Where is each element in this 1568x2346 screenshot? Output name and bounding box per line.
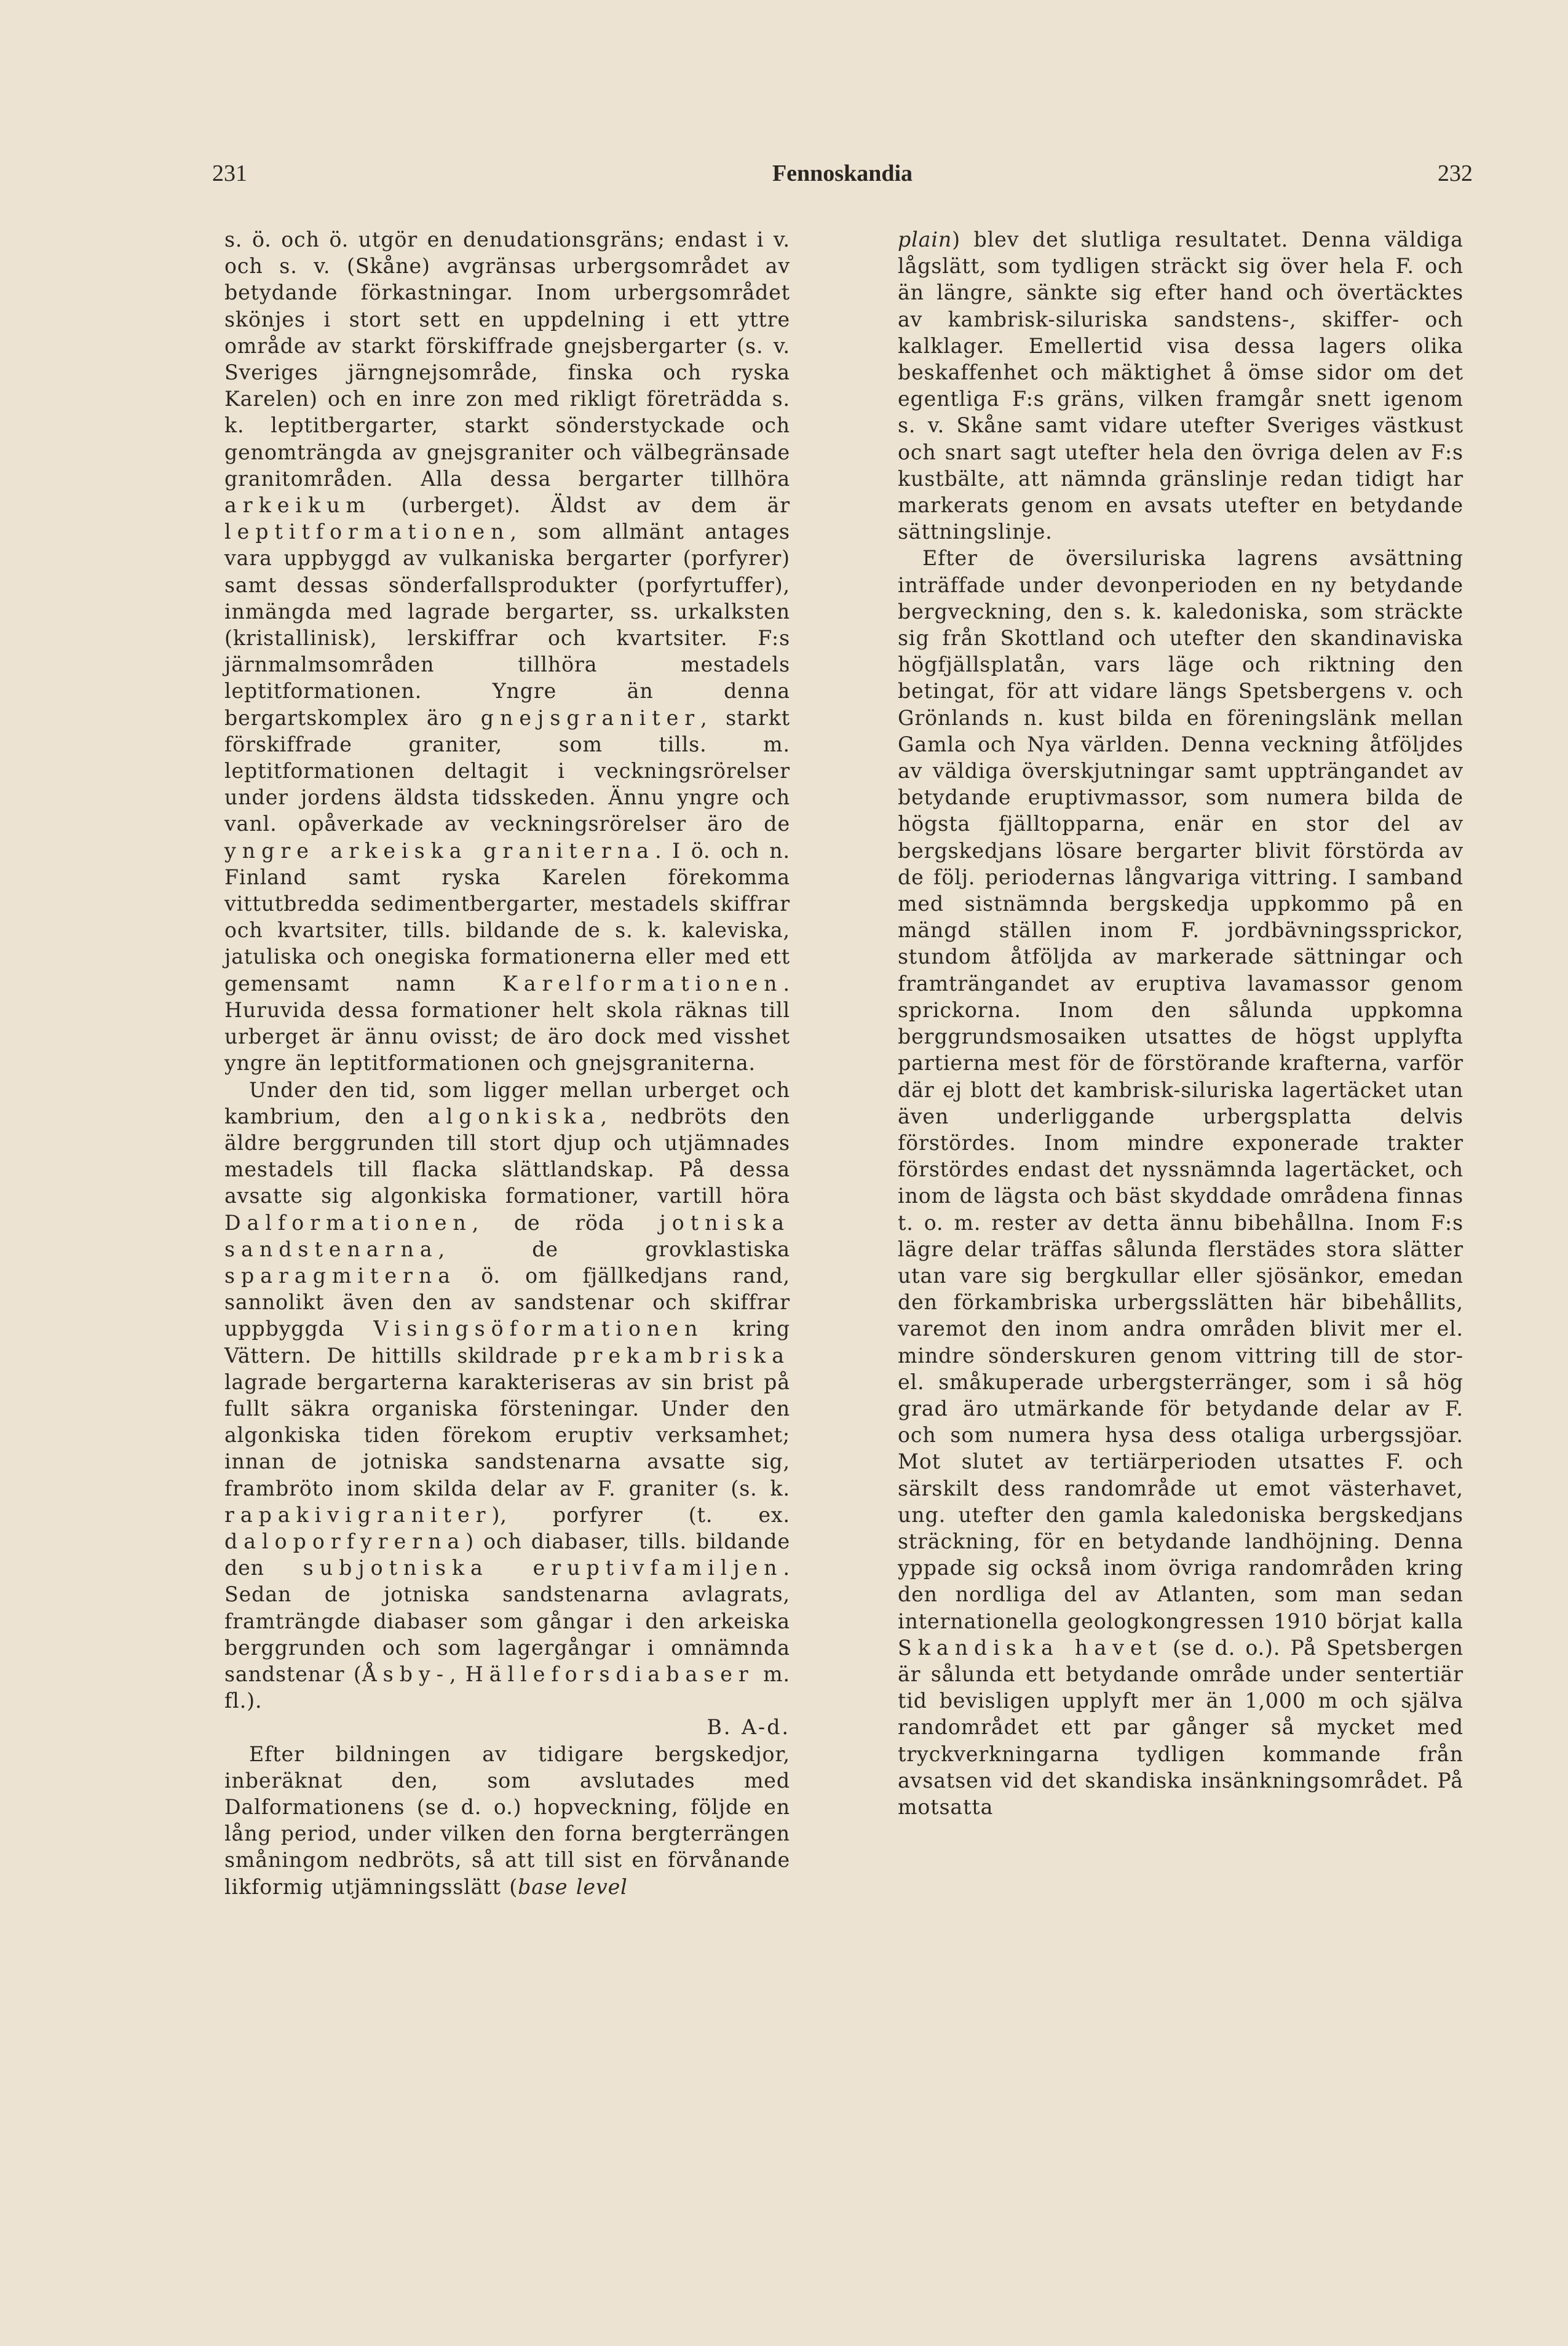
- spaced-term: arkeikum: [224, 493, 371, 518]
- left-paragraph-3: Efter bildningen av tidigare bergskedjor, inberäknat den, som avslutades med Dalformationens (se d. o.) hopveckning, följde en lång period, under vilken den forna bergterrängen småningom nedbröts, så att till sist en förvånande likformig utjämningsslätt (base level: [224, 1742, 790, 1899]
- spaced-term: algonkiska: [427, 1104, 601, 1128]
- spaced-term: Åsby-: [362, 1662, 449, 1686]
- page-number-right: 232: [1438, 160, 1473, 186]
- left-column: [224, 226, 790, 1900]
- spaced-term: daloporfyrerna: [224, 1529, 466, 1553]
- spaced-term: Skandiska havet: [898, 1635, 1163, 1660]
- author-signature: B. A-d.: [707, 1715, 790, 1740]
- right-paragraph-2: Efter de översiluriska lagrens avsättning inträffade under devonperioden en ny betydande bergveckning, den s. k. kaledoniska, som sträckte sig från Skottland och utefter den skandinaviska högfjällsplatån, vars läge och riktning den betingat, för att vidare längs Spetsbergens v. och Grönlands n. kust bilda en föreningslänk mellan Gamla och Nya världen. Denna veckning åtföljdes av väldiga överskjutningar samt uppträngandet av betydande eruptivmassor, som numera bilda de högsta fjälltopparna, enär en stor del av bergskedjans lösare bergarter blivit förstörda av de följ. periodernas långvariga vittring. I samband med sistnämnda bergskedja uppkommo på en mängd ställen inom F. jordbävningssprickor, stundom åtföljda av markerade sättningar och framträngandet av eruptiva lavamassor genom sprickorna. Inom den sålunda uppkomna berggrundsmosaiken utsattes de högst upplyfta partierna mest för de förstörande krafterna, varför där ej blott det kambrisk-siluriska lagertäcket utan även underliggande urbergsplatta delvis förstördes. Inom mindre exponerade trakter förstördes endast det nyssnämnda lagertäcket, och inom de lägsta och bäst skyddade områdena finnas t. o. m. rester av detta ännu bibehållna. Inom F:s lägre delar träffas sålunda flerstädes stora slätter utan vare sig bergkullar eller sjösänkor, emedan den förkambriska urbergsslätten här bibehållits, varemot den inom andra områden blivit mer el. mindre sönderskuren genom vittring till de stor- el. småkuperade urbergsterränger, som i så hög grad äro utmärkande för betydande delar av F. och som numera hysa dess otaliga urbergssjöar. Mot slutet av tertiärperioden utsattes F. och särskilt dess randområde ut emot västerhavet, ung. utefter den gamla kaledoniska bergskedjans sträckning, för en betydande landhöjning. Denna yppade sig också inom övriga randområden kring den nordliga del av Atlanten, som man sedan internationella geologkongressen 1910 börjat kalla Skandiska havet (se d. o.). På Spetsbergen är sålunda ett betydande område under sentertiär tid bevisligen upplyft mer än 1,000 m och själva randområdet ett par gånger så mycket med tryckverkningarna tydligen kommande från avsatsen vid det skandiska insänkningsområdet. På motsatta: [898, 546, 1463, 1819]
- right-column: [898, 226, 1463, 1820]
- spaced-term: Hälleforsdiabaser: [465, 1662, 754, 1686]
- spaced-term: rapakivigraniter: [224, 1502, 492, 1527]
- spaced-term: Dalformationen: [224, 1210, 472, 1235]
- spaced-term: subjotniska eruptivfamiljen: [303, 1556, 783, 1580]
- page-header: [212, 160, 1473, 203]
- spaced-term: sparagmiterna: [224, 1263, 457, 1288]
- spaced-term: leptitformationen: [224, 520, 510, 544]
- italic-term: plain: [898, 228, 952, 252]
- spaced-term: jotniska sandstenarna: [224, 1210, 790, 1261]
- right-paragraph-1: plain) blev det slutliga resultatet. Denna väldiga lågslätt, som tydligen sträckt sig över hela F. och än längre, sänkte sig efter hand och övertäcktes av kambrisk-siluriska sandstens-, skiffer- och kalklager. Emellertid visa dessa lagers olika beskaffenhet och mäktighet å ömse sidor om det egentliga F:s gräns, vilken framgår snett igenom s. v. Skåne samt vidare utefter Sveriges västkust och snart sagt utefter hela den övriga delen av F:s kustbälte, att nämnda gränslinje redan tidigt har markerats genom en avsats utefter en betydande sättningslinje.: [898, 228, 1463, 544]
- italic-term: base level: [518, 1874, 628, 1899]
- running-title: Fennoskandia: [772, 160, 913, 186]
- spaced-term: prekambriska: [573, 1343, 790, 1368]
- page-number-left: 231: [212, 160, 247, 186]
- spaced-term: Karelformationen: [502, 971, 783, 996]
- spaced-term: gnejsgraniter: [480, 705, 701, 730]
- spaced-term: Visingsöformationen: [373, 1317, 704, 1341]
- left-paragraph-1: s. ö. och ö. utgör en denudationsgräns; endast i v. och s. v. (Skåne) avgränsas urbergsområdet av betydande förkastningar. Inom urbergsområdet skönjes i stort sett en uppdelning i ett yttre område av starkt förskiffrade gnejsbergarter (s. v. Sveriges järngnejsområde, finska och ryska Karelen) och en inre zon med rikligt företrädda s. k. leptitbergarter, starkt sönderstyckade och genomträngda av gnejsgraniter och välbegränsade granitområden. Alla dessa bergarter tillhöra arkeikum (urberget). Äldst av dem är leptitformationen, som allmänt antages vara uppbyggd av vulkaniska bergarter (porfyrer) samt dessas sönderfallsprodukter (porfyrtuffer), inmängda med lagrade bergarter, ss. urkalksten (kristallinisk), lerskiffrar och kvartsiter. F:s järnmalmsområden tillhöra mestadels leptitformationen. Yngre än denna bergartskomplex äro gnejsgraniter, starkt förskiffrade graniter, som tills. m. leptitformationen deltagit i veckningsrörelser under jordens äldsta tidsskeden. Ännu yngre och vanl. opåverkade av veckningsrörelser äro de yngre arkeiska graniterna. I ö. och n. Finland samt ryska Karelen förekomma vittutbredda sedimentbergarter, mestadels skiffrar och kvartsiter, tills. bildande de s. k. kaleviska, jatuliska och onegiska formationerna eller med ett gemensamt namn Karelformationen. Huruvida dessa formationer helt skola räknas till urberget är ännu ovisst; de äro dock med visshet yngre än leptitformationen och gnejsgraniterna.: [224, 228, 790, 1076]
- left-paragraph-2: Under den tid, som ligger mellan urberget och kambrium, den algonkiska, nedbröts den äldre berggrunden till stort djup och utjämnades mestadels till flacka slättlandskap. På dessa avsatte sig algonkiska formationer, vartill höra Dalformationen, de röda jotniska sandstenarna, de grovklastiska sparagmiterna ö. om fjällkedjans rand, sannolikt även den av sandstenar och skiffrar uppbyggda Visingsöformationen kring Vättern. De hittills skildrade prekambriska lagrade bergarterna karakteriseras av sin brist på fullt säkra organiska försteningar. Under den algonkiska tiden förekom eruptiv verksamhet; innan de jotniska sandstenarna avsatte sig, frambröto inom skilda delar av F. graniter (s. k. rapakivigraniter), porfyrer (t. ex. daloporfyrerna) och diabaser, tills. bildande den subjotniska eruptivfamiljen. Sedan de jotniska sandstenarna avlagrats, framträngde diabaser som gångar i den arkeiska berggrunden och som lagergångar i omnämnda sandstenar (Åsby-, Hälleforsdiabaser m. fl.). B. A-d.: [224, 1077, 790, 1741]
- spaced-term: yngre arkeiska graniterna: [224, 838, 655, 863]
